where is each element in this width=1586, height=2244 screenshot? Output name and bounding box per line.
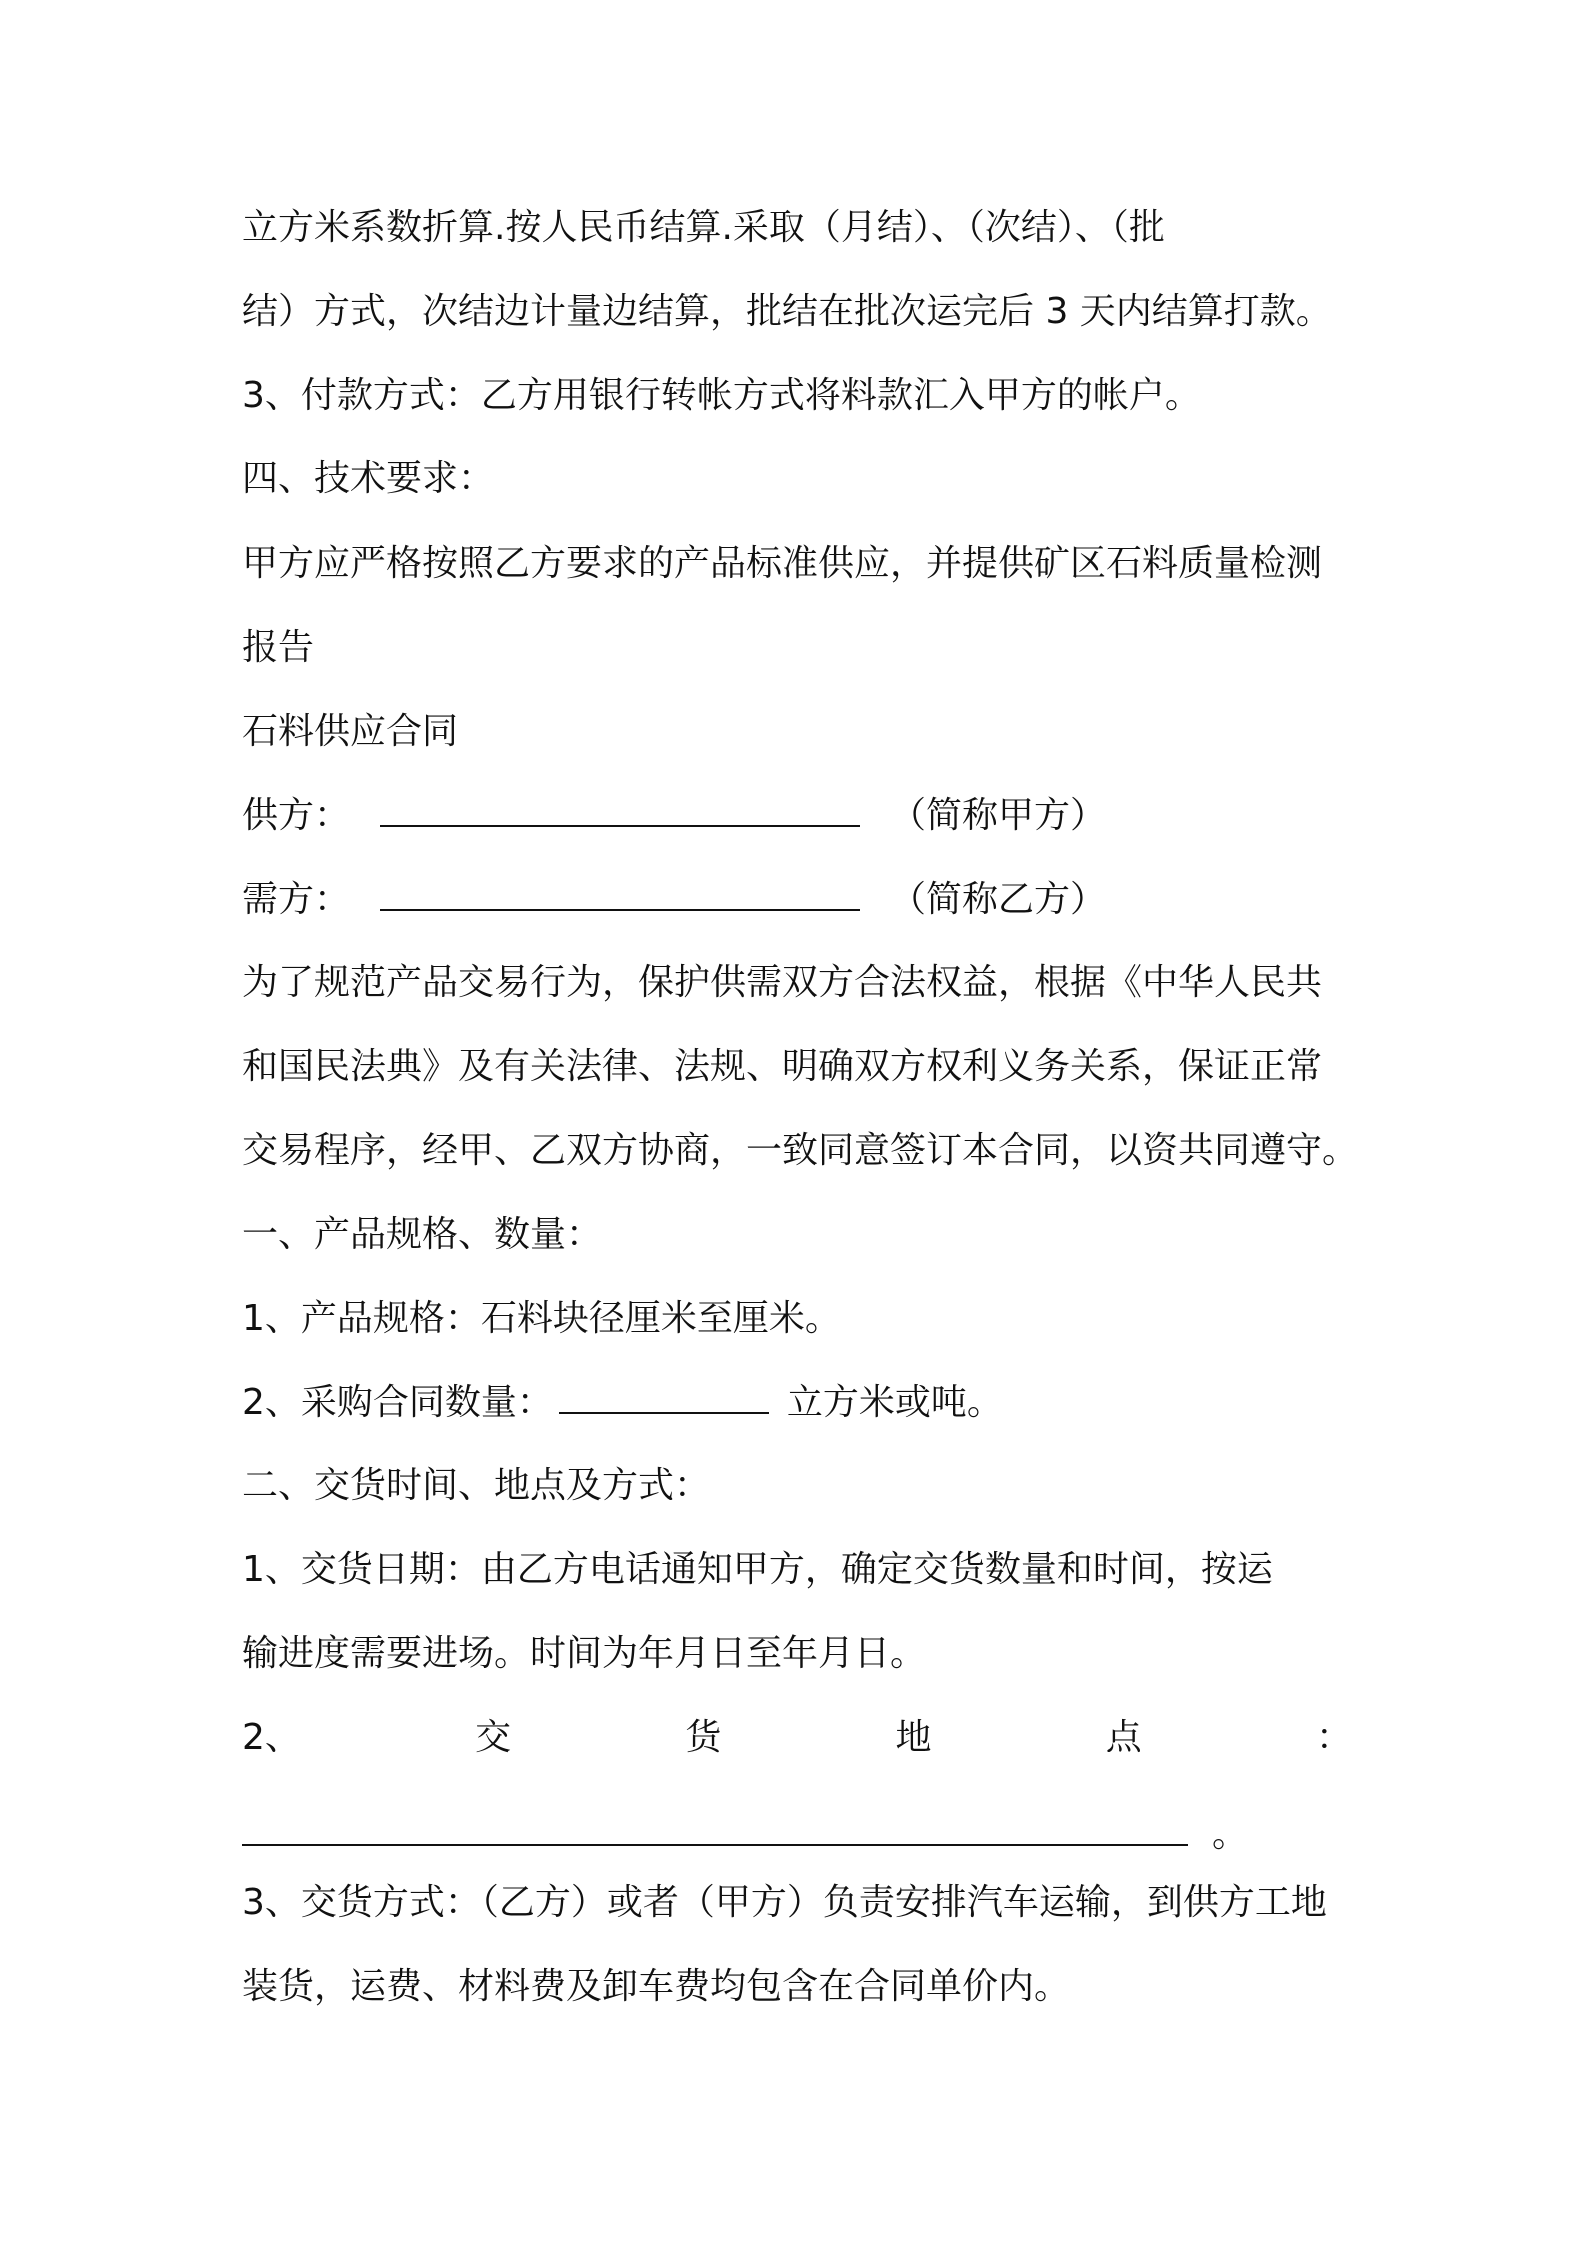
buyer-note: （简称乙方） bbox=[890, 879, 1107, 920]
section-heading: 一、产品规格、数量： bbox=[242, 1214, 603, 1255]
section-heading: 二、交货时间、地点及方式： bbox=[242, 1465, 711, 1506]
quantity-label: 2、采购合同数量： bbox=[242, 1382, 553, 1423]
buyer-label: 需方： bbox=[242, 879, 351, 920]
text-line: 1、交货日期：由乙方电话通知甲方，确定交货数量和时间，按运 bbox=[242, 1549, 1273, 1590]
supplier-blank[interactable] bbox=[380, 791, 860, 827]
place-char: 货 bbox=[685, 1717, 722, 1758]
text-line: 交易程序，经甲、乙双方协商，一致同意签订本合同，以资共同遵守。 bbox=[242, 1130, 1359, 1171]
place-blank[interactable] bbox=[242, 1810, 1188, 1846]
document-title: 石料供应合同 bbox=[242, 711, 459, 752]
text-line: 立方米系数折算.按人民币结算.采取（月结）、（次结）、（批 bbox=[242, 207, 1165, 248]
place-line bbox=[242, 1714, 1352, 1762]
quantity-unit: 立方米或吨。 bbox=[786, 1382, 1003, 1423]
supplier-line bbox=[242, 791, 1106, 840]
supplier-label: 供方： bbox=[242, 795, 351, 836]
buyer-blank[interactable] bbox=[380, 875, 860, 911]
place-char: 交 bbox=[475, 1717, 512, 1758]
text-line: 输进度需要进场。时间为年月日至年月日。 bbox=[242, 1633, 927, 1674]
place-char: 2、 bbox=[242, 1717, 301, 1758]
supplier-note: （简称甲方） bbox=[890, 795, 1107, 836]
place-blank-line bbox=[242, 1810, 1248, 1859]
section-heading: 四、技术要求： bbox=[242, 458, 495, 499]
place-char: 点 bbox=[1105, 1717, 1142, 1758]
text-line: 和国民法典》及有关法律、法规、明确双方权利义务关系，保证正常 bbox=[242, 1046, 1323, 1087]
text-line: 3、交货方式：（乙方）或者（甲方）负责安排汽车运输，到供方工地 bbox=[242, 1882, 1327, 1923]
text-line: 3、付款方式：乙方用银行转帐方式将料款汇入甲方的帐户。 bbox=[242, 375, 1201, 416]
text-line: 结）方式，次结边计量边结算，批结在批次运完后 3 天内结算打款。 bbox=[242, 291, 1332, 332]
text-line: 报告 bbox=[242, 627, 315, 668]
place-char: ： bbox=[1315, 1717, 1352, 1758]
text-line: 为了规范产品交易行为，保护供需双方合法权益，根据《中华人民共 bbox=[242, 962, 1323, 1003]
buyer-line bbox=[242, 875, 1106, 924]
text-line: 装货，运费、材料费及卸车费均包含在合同单价内。 bbox=[242, 1966, 1071, 2007]
quantity-line bbox=[242, 1378, 1003, 1427]
place-end: 。 bbox=[1212, 1814, 1249, 1855]
text-line: 甲方应严格按照乙方要求的产品标准供应，并提供矿区石料质量检测 bbox=[242, 543, 1323, 584]
quantity-blank[interactable] bbox=[559, 1378, 769, 1414]
place-char: 地 bbox=[895, 1717, 932, 1758]
text-line: 1、产品规格：石料块径厘米至厘米。 bbox=[242, 1298, 841, 1339]
